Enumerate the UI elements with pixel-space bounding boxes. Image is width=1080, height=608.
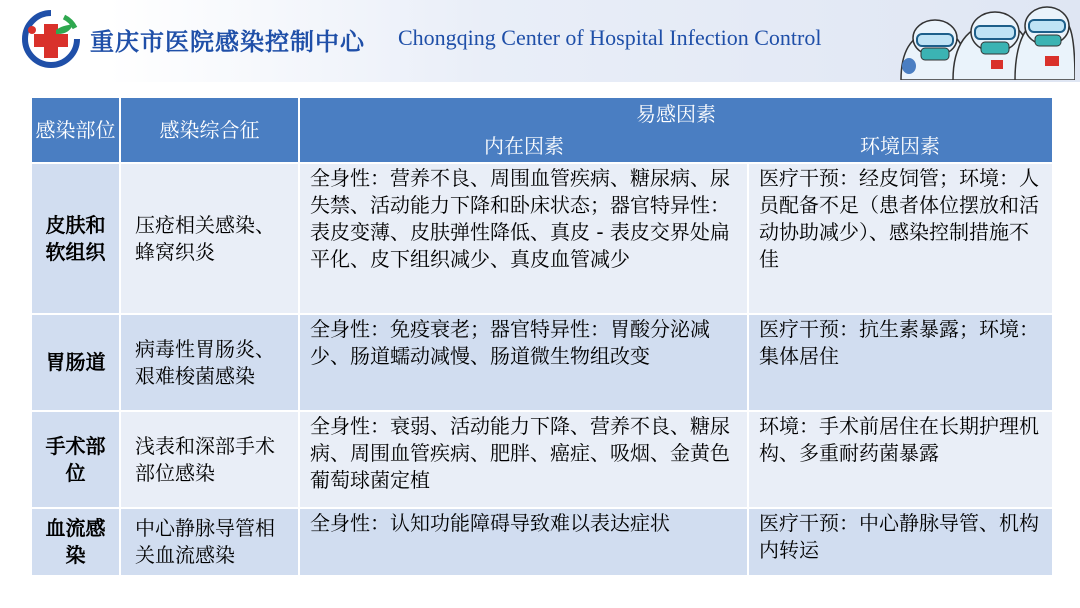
table-header-row — [31, 97, 1053, 130]
header-site: 感染部位 — [31, 97, 120, 163]
syndrome-cell: 中心静脉导管相关血流感染 — [120, 508, 299, 576]
table-row — [31, 163, 1053, 314]
page-header — [0, 0, 1080, 82]
environmental-factors-cell: 医疗干预：中心静脉导管、机构内转运 — [748, 508, 1053, 576]
table-row — [31, 314, 1053, 411]
syndrome-cell: 压疮相关感染、蜂窝织炎 — [120, 163, 299, 314]
syndrome-cell: 病毒性胃肠炎、艰难梭菌感染 — [120, 314, 299, 411]
syndrome-cell: 浅表和深部手术部位感染 — [120, 411, 299, 508]
site-cell: 手术部位 — [31, 411, 120, 508]
medical-staff-protective-suit-illustration — [895, 4, 1075, 80]
header-syndrome: 感染综合征 — [120, 97, 299, 163]
intrinsic-factors-cell: 全身性：免疫衰老；器官特异性：胃酸分泌减少、肠道蠕动减慢、肠道微生物组改变 — [299, 314, 748, 411]
site-cell: 血流感染 — [31, 508, 120, 576]
environmental-factors-cell: 环境：手术前居住在长期护理机构、多重耐药菌暴露 — [748, 411, 1053, 508]
environmental-factors-cell: 医疗干预：经皮饲管；环境：人员配备不足（患者体位摆放和活动协助减少）、感染控制措施不佳 — [748, 163, 1053, 314]
infection-factors-table — [30, 96, 1054, 577]
hospital-cross-logo-icon — [20, 8, 82, 70]
table-row — [31, 508, 1053, 576]
center-title-chinese: 重庆市医院感染控制中心 — [90, 28, 365, 56]
header-susceptibility: 易感因素 — [299, 97, 1053, 130]
site-cell: 胃肠道 — [31, 314, 120, 411]
intrinsic-factors-cell: 全身性：衰弱、活动能力下降、营养不良、糖尿病、周围血管疾病、肥胖、癌症、吸烟、金黄色葡萄球菌定植 — [299, 411, 748, 508]
header-environmental: 环境因素 — [748, 130, 1053, 163]
intrinsic-factors-cell: 全身性：营养不良、周围血管疾病、糖尿病、尿失禁、活动能力下降和卧床状态；器官特异性：表皮变薄、皮肤弹性降低、真皮 - 表皮交界处扁平化、皮下组织减少、真皮血管减少 — [299, 163, 748, 314]
intrinsic-factors-cell: 全身性：认知功能障碍导致难以表达症状 — [299, 508, 748, 576]
table-row — [31, 411, 1053, 508]
environmental-factors-cell: 医疗干预：抗生素暴露；环境：集体居住 — [748, 314, 1053, 411]
site-cell: 皮肤和软组织 — [31, 163, 120, 314]
center-title-english: Chongqing Center of Hospital Infection Control — [398, 25, 822, 50]
header-intrinsic: 内在因素 — [299, 130, 748, 163]
